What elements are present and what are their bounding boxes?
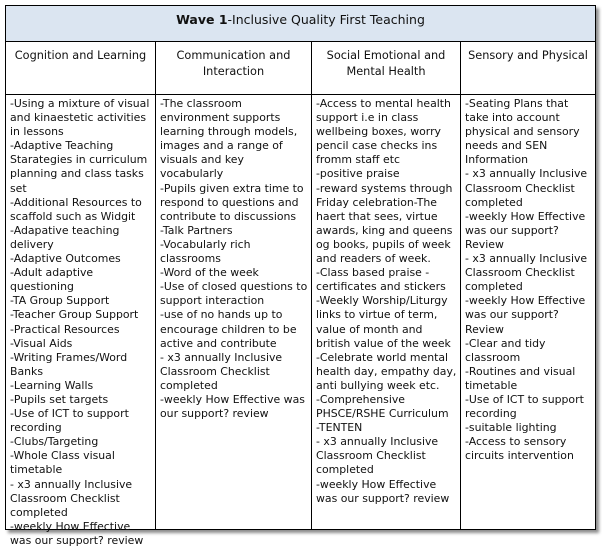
title-wave: Wave 1 xyxy=(176,12,228,27)
heading-semh: Social Emotional and Mental Health xyxy=(312,42,461,94)
list-item: -Access to sensory circuits intervention xyxy=(465,435,574,463)
list-item: -Writing Frames/Word Banks xyxy=(10,350,128,378)
list-item: -Celebrate world mental health day, empathy day, anti bullying week etc. xyxy=(316,350,457,392)
list-item: -Word of the week xyxy=(160,266,259,280)
table-title xyxy=(6,6,595,42)
list-item: -weekly How Effective was our support? review xyxy=(160,392,305,421)
list-item: - x3 annually Inclusive Classroom Checklist completed xyxy=(465,167,588,209)
list-item: -Adult adaptive questioning xyxy=(10,266,94,294)
list-item: -Talk Partners xyxy=(160,223,233,237)
list-item: -Adapative teaching delivery xyxy=(10,223,120,251)
cell-cognition-learning xyxy=(6,95,156,547)
list-item: -Adaptive Teaching Starategies in curriculum planning and class tasks set xyxy=(10,139,148,195)
list-item: -Routines and visual timetable xyxy=(465,364,576,392)
list-item: -Additional Resources to scaffold such as Widgit xyxy=(10,195,142,223)
list-item: -positive praise xyxy=(316,167,400,181)
heading-sensory-physical: Sensory and Physical xyxy=(468,49,588,62)
list-item: -Class based praise - certificates and stickers xyxy=(316,266,446,294)
list-item: -suitable lighting xyxy=(465,421,557,435)
list-item: -Weekly Worship/Liturgy links to virtue of term, value of month and british value of the week xyxy=(316,294,451,350)
list-item: - x3 annually Inclusive Classroom Checklist completed xyxy=(465,252,588,294)
list-item: -weekly How Effective was our support? Review xyxy=(465,209,586,251)
wave-1-table xyxy=(5,5,596,547)
heading-communication-interaction: Communication and Interaction xyxy=(156,42,312,94)
column-contents-row xyxy=(6,95,595,547)
list-item: -Adaptive Outcomes xyxy=(10,252,121,266)
list-item: -Teacher Group Support xyxy=(10,308,139,322)
list-item: -Vocabularly rich classrooms xyxy=(160,237,251,266)
list-item: -Visual Aids xyxy=(10,336,73,350)
list-item: -Whole Class visual timetable xyxy=(10,449,115,477)
list-item: -TA Group Support xyxy=(10,294,110,308)
list-item: -Use of ICT to support recording xyxy=(10,407,129,435)
column-headings-row xyxy=(6,42,595,95)
cell-sensory-physical xyxy=(461,95,595,529)
cell-semh xyxy=(312,95,461,529)
list-item: -Practical Resources xyxy=(10,322,120,336)
list-item: -TENTEN xyxy=(316,421,363,435)
list-item: -Using a mixture of visual and kinaestetic activities in lessons xyxy=(10,97,150,139)
cell-communication-interaction xyxy=(156,95,312,529)
list-item: -Comprehensive PHSCE/RSHE Curriculum xyxy=(316,392,449,421)
list-item: -Seating Plans that take into account physical and sensory needs and SEN Information xyxy=(465,97,580,167)
list-item: -Clear and tidy classroom xyxy=(465,336,546,364)
list-item: -Access to mental health support i.e in class wellbeing boxes, worry pencil case checks ins fromm staff etc xyxy=(316,97,451,167)
list-item: -Use of ICT to support recording xyxy=(465,392,584,421)
title-rest: -Inclusive Quality First Teaching xyxy=(227,12,425,27)
list-item: -Pupils given extra time to respond to questions and contribute to discussions xyxy=(160,181,304,223)
list-item: -weekly How Effective was our support? review xyxy=(316,477,450,505)
list-item: - x3 annually Inclusive Classroom Checklist completed xyxy=(10,477,133,519)
list-item: -Use of closed questions to support interaction xyxy=(160,280,308,308)
list-item: - x3 annually Inclusive Classroom Checklist completed xyxy=(160,350,283,392)
list-item: -Learning Walls xyxy=(10,378,94,392)
list-item: -weekly How Effective was our support? Review xyxy=(465,294,586,336)
list-item: -use of no hands up to encourage children to be active and contribute xyxy=(160,308,297,350)
list-item: -Pupils set targets xyxy=(10,392,109,406)
heading-cognition-learning: Cognition and Learning xyxy=(6,42,156,94)
list-item: - x3 annually Inclusive Classroom Checklist completed xyxy=(316,435,439,477)
list-item: -The classroom environment supports learning through models, images and a range of visuals and key vocabularly xyxy=(160,97,298,181)
list-item: -weekly How Effective was our support? review xyxy=(10,519,144,547)
list-item: -Clubs/Targeting xyxy=(10,435,99,449)
list-item: -reward systems through Friday celebration-The haert that sees, virtue awards, king and queens og books, pupils of week and readers of week. xyxy=(316,181,453,266)
